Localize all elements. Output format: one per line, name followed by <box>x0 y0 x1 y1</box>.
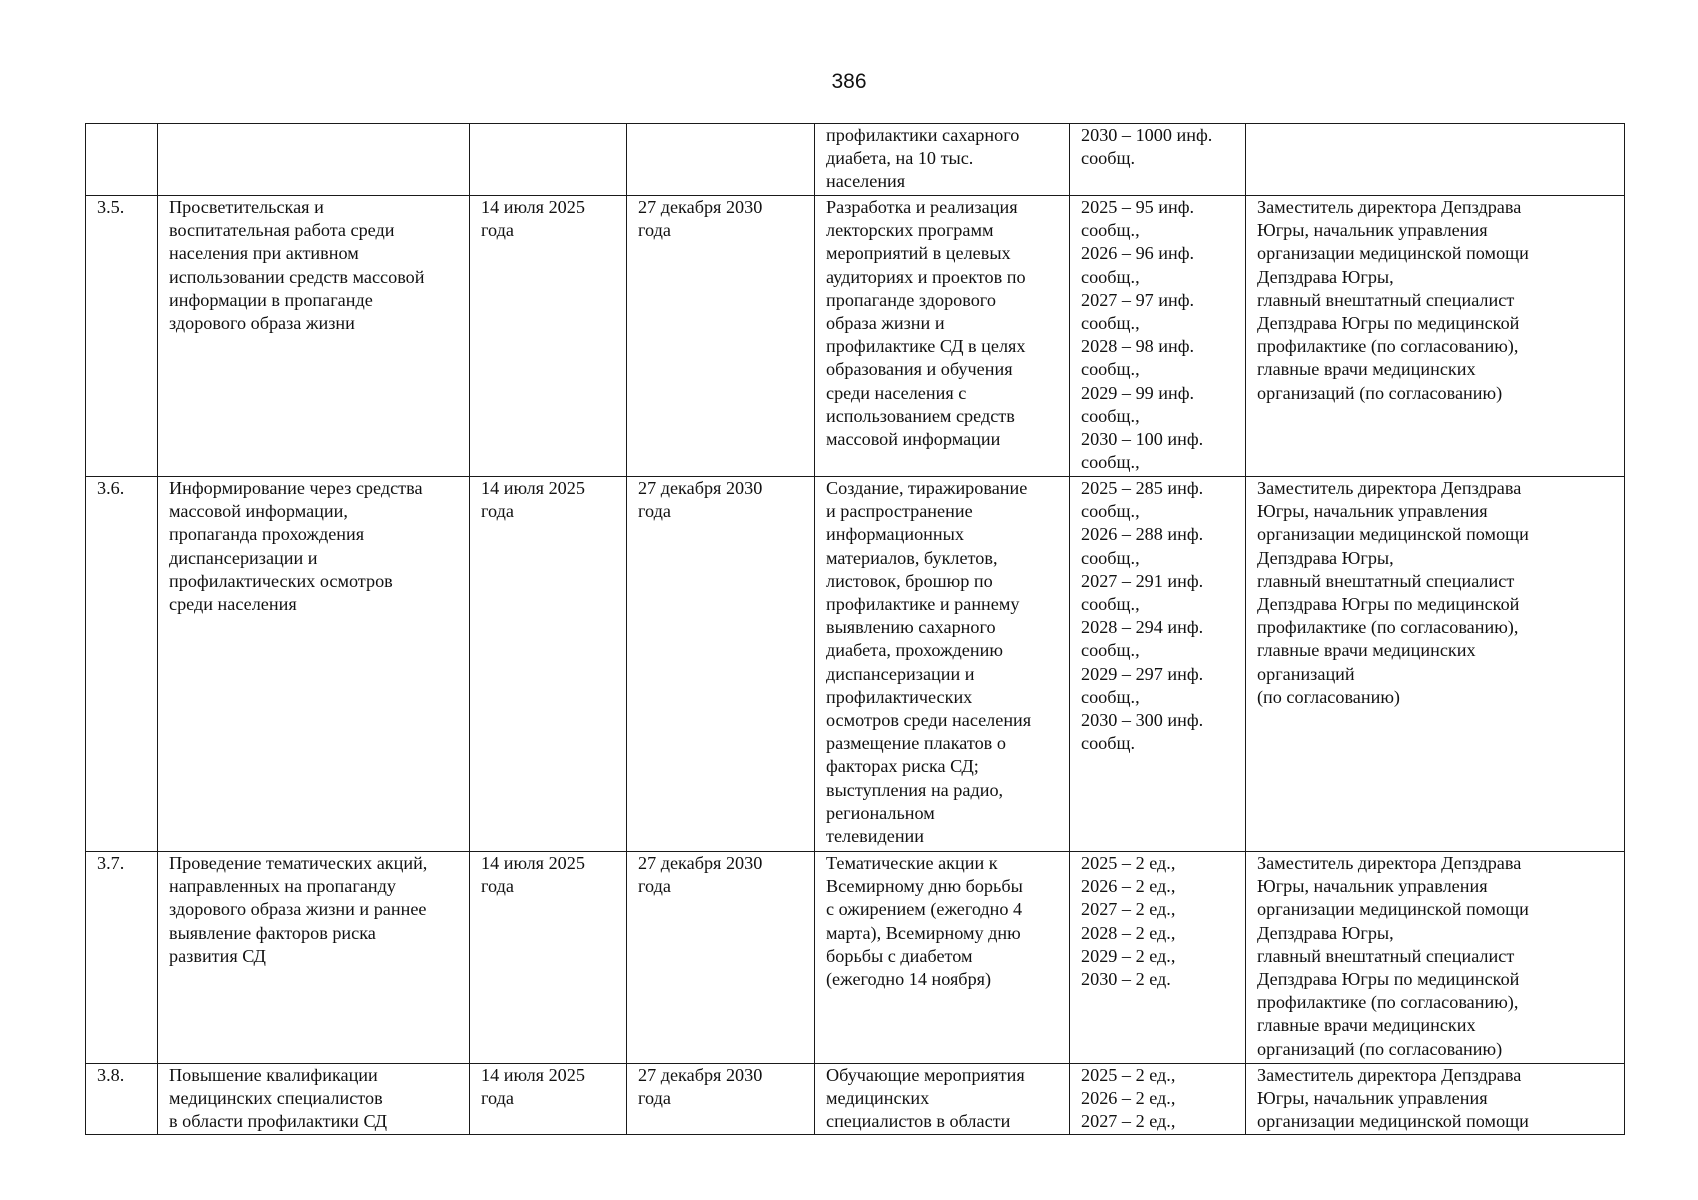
result-text: Разработка и реализация лекторских программ мероприятий в целевых аудиториях и проектов по пропаганде здорового образа жизни и профилактике СД в целях образования и обучения среди населения с использованием средств массовой информации <box>826 197 1026 450</box>
page-number: 386 <box>831 70 867 93</box>
start-date: 14 июля 2025 года <box>481 478 585 522</box>
table-row <box>86 477 1625 852</box>
result-cell <box>815 124 1070 196</box>
start-date: 14 июля 2025 года <box>481 197 585 241</box>
result-cell <box>815 196 1070 477</box>
item-number-cell <box>86 124 158 196</box>
end-date-cell <box>627 196 815 477</box>
responsible-text: Заместитель директора Депздрава Югры, начальник управления организации медицинской помощи <box>1257 1065 1529 1132</box>
end-date-cell <box>627 1064 815 1135</box>
indicators-text: 2030 – 1000 инф. сообщ. <box>1081 125 1213 169</box>
table-row <box>86 1064 1625 1135</box>
indicators-cell <box>1070 852 1246 1064</box>
activities-table <box>85 123 1625 1135</box>
indicators-text: 2025 – 95 инф. сообщ., 2026 – 96 инф. сообщ., 2027 – 97 инф. сообщ., 2028 – 98 инф. сообщ., 2029 – 99 инф. сообщ., 2030 – 100 инф. сообщ., <box>1081 197 1204 473</box>
item-number-cell <box>86 852 158 1064</box>
responsible-cell <box>1246 852 1625 1064</box>
indicators-cell <box>1070 1064 1246 1135</box>
start-date: 14 июля 2025 года <box>481 853 585 897</box>
activity-cell <box>158 196 470 477</box>
result-cell <box>815 1064 1070 1135</box>
responsible-cell <box>1246 477 1625 852</box>
table-row <box>86 196 1625 477</box>
result-cell <box>815 477 1070 852</box>
responsible-cell <box>1246 1064 1625 1135</box>
item-number: 3.7. <box>97 853 125 873</box>
start-date-cell <box>470 1064 627 1135</box>
item-number-cell <box>86 477 158 852</box>
indicators-cell <box>1070 477 1246 852</box>
activity-text: Просветительская и воспитательная работа среди населения при активном использовании средств массовой информации в пропаганде здорового образа жизни <box>169 197 425 334</box>
table-row <box>86 852 1625 1064</box>
end-date: 27 декабря 2030 года <box>638 478 763 522</box>
start-date-cell <box>470 477 627 852</box>
item-number-cell <box>86 1064 158 1135</box>
responsible-cell <box>1246 124 1625 196</box>
table-row <box>86 124 1625 196</box>
responsible-text: Заместитель директора Депздрава Югры, начальник управления организации медицинской помощи Депздрава Югры, главный внештатный специалист Депздрава Югры по медицинской профилактике (по согласованию), главные врачи медицинских организаций (по согласованию) <box>1257 478 1529 707</box>
result-text: профилактики сахарного диабета, на 10 тыс. населения <box>826 125 1020 192</box>
item-number: 3.5. <box>97 197 125 217</box>
indicators-text: 2025 – 2 ед., 2026 – 2 ед., 2027 – 2 ед., 2028 – 2 ед., 2029 – 2 ед., 2030 – 2 ед. <box>1081 853 1176 990</box>
activity-cell <box>158 1064 470 1135</box>
end-date: 27 декабря 2030 года <box>638 197 763 241</box>
activity-cell <box>158 852 470 1064</box>
item-number: 3.6. <box>97 478 125 498</box>
end-date: 27 декабря 2030 года <box>638 1065 763 1109</box>
start-date: 14 июля 2025 года <box>481 1065 585 1109</box>
result-text: Обучающие мероприятия медицинских специалистов в области <box>826 1065 1025 1132</box>
responsible-text: Заместитель директора Депздрава Югры, начальник управления организации медицинской помощи Депздрава Югры, главный внештатный специалист Депздрава Югры по медицинской профилактике (по согласованию), главные врачи медицинских организаций (по согласованию) <box>1257 197 1529 403</box>
end-date: 27 декабря 2030 года <box>638 853 763 897</box>
result-text: Создание, тиражирование и распространение информационных материалов, буклетов, листовок, брошюр по профилактике и раннему выявлению сахарного диабета, прохождению диспансеризации и профилактических осмотров среди населения размещение плакатов о факторах риска СД; выступления на радио, региональном телевидении <box>826 478 1032 847</box>
result-cell <box>815 852 1070 1064</box>
activity-text: Проведение тематических акций, направленных на пропаганду здорового образа жизни и раннее выявление факторов риска развития СД <box>169 853 428 966</box>
end-date-cell <box>627 124 815 196</box>
end-date-cell <box>627 477 815 852</box>
item-number: 3.8. <box>97 1065 125 1085</box>
item-number-cell <box>86 196 158 477</box>
activity-text: Информирование через средства массовой информации, пропаганда прохождения диспансеризации и профилактических осмотров среди населения <box>169 478 423 615</box>
end-date-cell <box>627 852 815 1064</box>
responsible-text: Заместитель директора Депздрава Югры, начальник управления организации медицинской помощи Депздрава Югры, главный внештатный специалист Депздрава Югры по медицинской профилактике (по согласованию), главные врачи медицинских организаций (по согласованию) <box>1257 853 1529 1059</box>
indicators-cell <box>1070 124 1246 196</box>
activity-text: Повышение квалификации медицинских специалистов в области профилактики СД <box>169 1065 388 1132</box>
activity-cell <box>158 124 470 196</box>
activity-cell <box>158 477 470 852</box>
indicators-cell <box>1070 196 1246 477</box>
start-date-cell <box>470 196 627 477</box>
start-date-cell <box>470 852 627 1064</box>
result-text: Тематические акции к Всемирному дню борьбы с ожирением (ежегодно 4 марта), Всемирному дню борьбы с диабетом (ежегодно 14 ноября) <box>826 853 1023 990</box>
start-date-cell <box>470 124 627 196</box>
indicators-text: 2025 – 285 инф. сообщ., 2026 – 288 инф. сообщ., 2027 – 291 инф. сообщ., 2028 – 294 инф. сообщ., 2029 – 297 инф. сообщ., 2030 – 300 инф. сообщ. <box>1081 478 1204 754</box>
responsible-cell <box>1246 196 1625 477</box>
indicators-text: 2025 – 2 ед., 2026 – 2 ед., 2027 – 2 ед., <box>1081 1065 1176 1132</box>
